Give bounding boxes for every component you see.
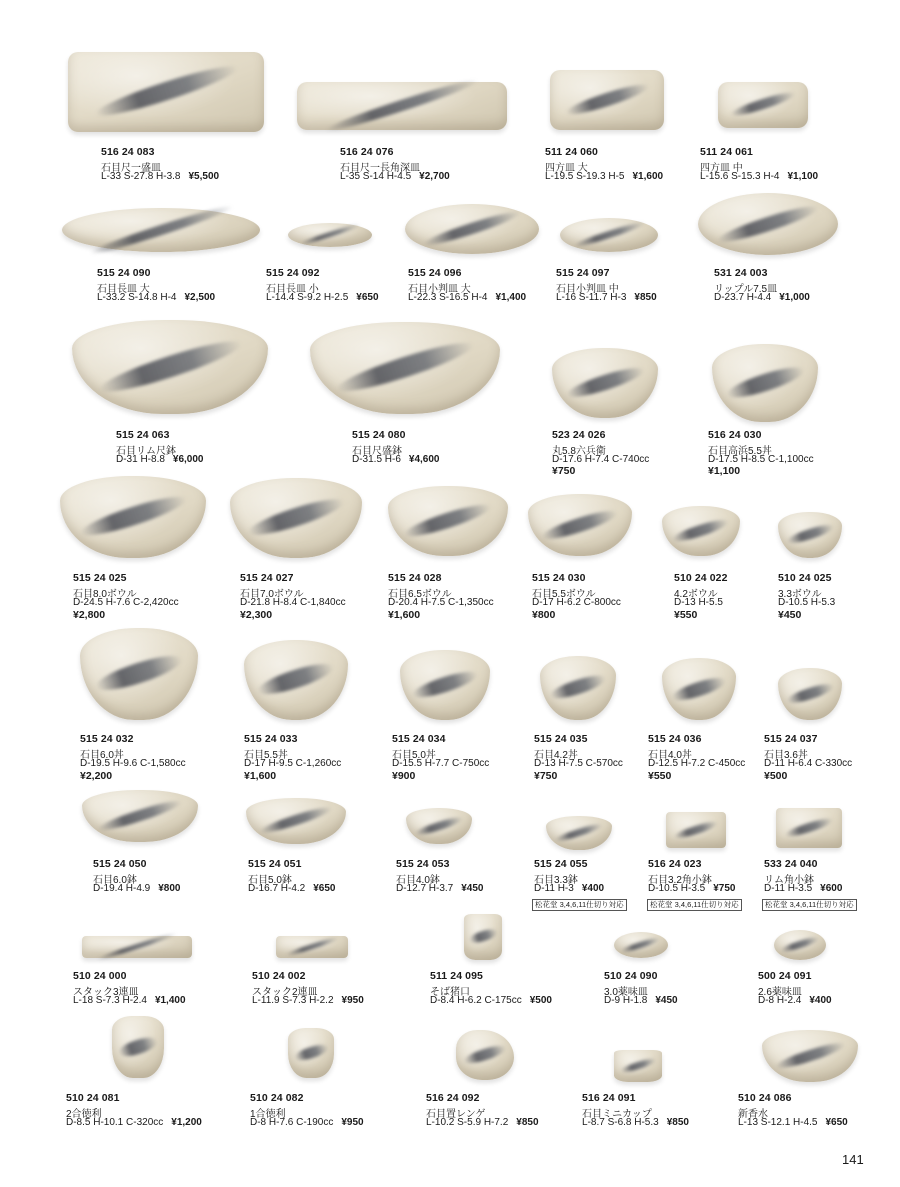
product-image xyxy=(778,512,842,558)
product-price: ¥650 xyxy=(313,883,336,894)
product-code: 511 24 095 xyxy=(430,970,483,982)
product-spec: D-17 H-6.2 C-800cc xyxy=(532,597,621,608)
product-name: スタック2連皿 xyxy=(252,987,318,998)
product-spec: D-13 H-5.5 xyxy=(674,597,723,608)
product-code: 516 24 083 xyxy=(101,146,155,158)
product-image xyxy=(762,1030,858,1082)
product-code: 500 24 091 xyxy=(758,970,812,982)
product-name: 石目6.0丼 xyxy=(80,750,124,761)
product-code: 510 24 086 xyxy=(738,1092,792,1104)
product-code: 515 24 034 xyxy=(392,733,446,745)
product-price: ¥750 xyxy=(534,770,558,782)
spec-text: D-8 H-7.6 C-190cc xyxy=(250,1117,334,1128)
product-name: 石目小判皿 大 xyxy=(408,284,471,295)
product-spec xyxy=(430,995,552,1006)
product-price: ¥600 xyxy=(820,883,843,894)
product-code: 510 24 025 xyxy=(778,572,832,584)
product-code: 515 24 063 xyxy=(116,429,170,441)
product-image xyxy=(776,808,842,848)
product-code: 515 24 090 xyxy=(97,267,151,279)
product-image xyxy=(456,1030,514,1080)
product-price: ¥650 xyxy=(356,292,379,303)
product-code: 510 24 002 xyxy=(252,970,306,982)
spec-text: D-16.7 H-4.2 xyxy=(248,883,306,894)
product-spec xyxy=(266,292,379,303)
product-image xyxy=(614,1050,662,1082)
product-code: 515 24 050 xyxy=(93,858,147,870)
product-price: ¥850 xyxy=(516,1117,539,1128)
product-price: ¥800 xyxy=(158,883,181,894)
product-price: ¥1,400 xyxy=(495,292,527,303)
product-code: 516 24 076 xyxy=(340,146,394,158)
product-code: 516 24 030 xyxy=(708,429,762,441)
product-code: 516 24 092 xyxy=(426,1092,480,1104)
product-image xyxy=(80,628,198,720)
product-image xyxy=(712,344,818,422)
product-name: 石目7.0ボウル xyxy=(240,589,304,600)
product-image xyxy=(388,486,508,556)
product-spec xyxy=(582,1117,689,1128)
product-image xyxy=(244,640,348,720)
product-code: 515 24 055 xyxy=(534,858,588,870)
spec-text: D-12.7 H-3.7 xyxy=(396,883,454,894)
product-name: 石目4.0丼 xyxy=(648,750,692,761)
product-image xyxy=(778,668,842,720)
product-name: 2合徳利 xyxy=(66,1109,102,1120)
product-price: ¥1,200 xyxy=(171,1117,202,1128)
spec-text: D-11 H-3.5 xyxy=(764,883,813,894)
product-spec: D-11 H-6.4 C-330cc xyxy=(764,758,853,769)
spec-text: L-15.6 S-15.3 H-4 xyxy=(700,171,780,182)
product-image xyxy=(406,808,472,844)
product-spec xyxy=(648,883,736,894)
spec-text: D-23.7 H-4.4 xyxy=(714,292,772,303)
product-price: ¥1,000 xyxy=(779,292,810,303)
product-name: 石目3.3鉢 xyxy=(534,875,578,886)
product-spec xyxy=(250,1117,364,1128)
compatibility-note: 松花堂 3,4,6,11仕切り対応 xyxy=(532,899,627,911)
product-image xyxy=(614,932,668,958)
product-spec xyxy=(714,292,810,303)
product-name: 石目5.5ボウル xyxy=(532,589,596,600)
product-price: ¥750 xyxy=(552,465,576,477)
product-price: ¥1,600 xyxy=(244,770,277,782)
spec-text: L-33.2 S-14.8 H-4 xyxy=(97,292,177,303)
product-name: 4.2ボウル xyxy=(674,589,718,600)
product-image xyxy=(540,656,616,720)
product-code: 515 24 027 xyxy=(240,572,294,584)
product-image xyxy=(552,348,658,418)
product-name: リップル7.5皿 xyxy=(714,284,778,295)
spec-text: D-31.5 H-6 xyxy=(352,454,401,465)
product-price: ¥450 xyxy=(461,883,484,894)
product-code: 515 24 032 xyxy=(80,733,134,745)
product-spec: D-24.5 H-7.6 C-2,420cc xyxy=(73,597,179,608)
product-image xyxy=(400,650,490,720)
product-price: ¥400 xyxy=(809,995,832,1006)
product-name: 石目6.0鉢 xyxy=(93,875,137,886)
product-image xyxy=(662,506,740,556)
product-code: 531 24 003 xyxy=(714,267,768,279)
product-spec: D-20.4 H-7.5 C-1,350cc xyxy=(388,597,494,608)
product-spec xyxy=(758,995,832,1006)
product-spec xyxy=(101,171,219,182)
product-image xyxy=(560,218,658,252)
product-image xyxy=(550,70,664,130)
spec-text: D-19.4 H-4.9 xyxy=(93,883,151,894)
product-code: 510 24 000 xyxy=(73,970,127,982)
product-name: 石目3.2角小鉢 xyxy=(648,875,712,886)
product-name: 石目小判皿 中 xyxy=(556,284,619,295)
product-code: 523 24 026 xyxy=(552,429,606,441)
product-image xyxy=(464,914,502,960)
product-spec xyxy=(248,883,336,894)
product-code: 515 24 036 xyxy=(648,733,702,745)
product-code: 515 24 097 xyxy=(556,267,610,279)
product-spec: D-17 H-9.5 C-1,260cc xyxy=(244,758,342,769)
product-name: 石目4.0鉢 xyxy=(396,875,440,886)
product-name: 石目高浜5.5丼 xyxy=(708,446,772,457)
product-spec xyxy=(66,1117,202,1128)
product-spec xyxy=(340,171,450,182)
spec-text: L-14.4 S-9.2 H-2.5 xyxy=(266,292,349,303)
product-spec: D-19.5 H-9.6 C-1,580cc xyxy=(80,758,186,769)
spec-text: L-22.3 S-16.5 H-4 xyxy=(408,292,488,303)
product-image xyxy=(82,936,192,958)
product-name: 石目尺一盛皿 xyxy=(101,163,161,174)
product-spec xyxy=(97,292,215,303)
product-spec xyxy=(93,883,181,894)
spec-text: D-11 H-3 xyxy=(534,883,574,894)
product-name: 石目5.5丼 xyxy=(244,750,288,761)
product-price: ¥1,600 xyxy=(632,171,664,182)
product-spec: D-10.5 H-5.3 xyxy=(778,597,836,608)
spec-text: D-8 H-2.4 xyxy=(758,995,802,1006)
product-image xyxy=(718,82,808,128)
product-code: 515 24 096 xyxy=(408,267,462,279)
product-price: ¥1,100 xyxy=(708,465,741,477)
product-price: ¥850 xyxy=(634,292,657,303)
product-image xyxy=(62,208,260,252)
product-code: 516 24 023 xyxy=(648,858,702,870)
product-code: 515 24 033 xyxy=(244,733,298,745)
product-name: リム角小鉢 xyxy=(764,875,814,886)
product-name: 石目5.0丼 xyxy=(392,750,436,761)
product-name: 石目リム尺鉢 xyxy=(116,446,176,457)
product-image xyxy=(774,930,826,960)
product-name: 1合徳利 xyxy=(250,1109,286,1120)
product-code: 510 24 082 xyxy=(250,1092,304,1104)
product-price: ¥500 xyxy=(529,995,552,1006)
product-code: 510 24 090 xyxy=(604,970,658,982)
product-image xyxy=(68,52,264,132)
spec-text: L-11.9 S-7.3 H-2.2 xyxy=(252,995,334,1006)
product-price: ¥950 xyxy=(341,995,364,1006)
product-image xyxy=(698,193,838,255)
product-name: 四方皿 中 xyxy=(700,163,743,174)
spec-text: L-19.5 S-19.3 H-5 xyxy=(545,171,625,182)
product-image xyxy=(528,494,632,556)
product-name: 石目5.0鉢 xyxy=(248,875,292,886)
spec-text: D-9 H-1.8 xyxy=(604,995,648,1006)
product-name: 石目長皿 小 xyxy=(266,284,319,295)
spec-text: L-18 S-7.3 H-2.4 xyxy=(73,995,147,1006)
product-code: 515 24 035 xyxy=(534,733,588,745)
product-spec: D-15.5 H-7.7 C-750cc xyxy=(392,758,490,769)
product-name: 新香水 xyxy=(738,1109,768,1120)
product-price: ¥450 xyxy=(655,995,678,1006)
product-spec: D-13 H-7.5 C-570cc xyxy=(534,758,623,769)
product-image xyxy=(546,816,612,850)
product-name: 石目尺盛鉢 xyxy=(352,446,402,457)
spec-text: D-10.5 H-3.5 xyxy=(648,883,706,894)
product-name: 四方皿 大 xyxy=(545,163,588,174)
product-name: スタック3連皿 xyxy=(73,987,139,998)
product-spec: D-12.5 H-7.2 C-450cc xyxy=(648,758,746,769)
product-code: 510 24 081 xyxy=(66,1092,120,1104)
product-price: ¥800 xyxy=(532,609,556,621)
spec-text: D-8.5 H-10.1 C-320cc xyxy=(66,1117,164,1128)
product-spec xyxy=(73,995,186,1006)
product-price: ¥400 xyxy=(581,883,605,894)
product-name: 3.3ボウル xyxy=(778,589,822,600)
product-price: ¥500 xyxy=(764,770,788,782)
product-price: ¥900 xyxy=(392,770,416,782)
product-name: 石目長皿 大 xyxy=(97,284,150,295)
product-code: 515 24 053 xyxy=(396,858,450,870)
product-spec xyxy=(545,171,663,182)
product-code: 510 24 022 xyxy=(674,572,728,584)
product-image xyxy=(288,223,372,247)
product-code: 515 24 080 xyxy=(352,429,406,441)
spec-text: L-8.7 S-6.8 H-5.3 xyxy=(582,1117,659,1128)
spec-text: L-10.2 S-5.9 H-7.2 xyxy=(426,1117,509,1128)
product-price: ¥550 xyxy=(674,609,698,621)
product-spec xyxy=(352,454,440,465)
product-price: ¥2,800 xyxy=(73,609,106,621)
product-image xyxy=(230,478,362,558)
product-spec xyxy=(426,1117,539,1128)
product-spec: D-17.5 H-8.5 C-1,100cc xyxy=(708,454,814,465)
product-spec xyxy=(534,883,604,894)
product-name: 3.0薬味皿 xyxy=(604,987,648,998)
product-name: 石目8.0ボウル xyxy=(73,589,137,600)
product-image xyxy=(405,204,539,254)
product-image xyxy=(246,798,346,844)
product-spec xyxy=(764,883,842,894)
product-image xyxy=(288,1028,334,1078)
product-code: 515 24 030 xyxy=(532,572,586,584)
product-name: 2.6薬味皿 xyxy=(758,987,802,998)
compatibility-note: 松花堂 3,4,6,11仕切り対応 xyxy=(762,899,857,911)
spec-text: L-13 S-12.1 H-4.5 xyxy=(738,1117,818,1128)
product-image xyxy=(662,658,736,720)
product-image xyxy=(82,790,198,842)
product-image xyxy=(297,82,507,130)
product-image xyxy=(310,322,500,414)
product-price: ¥6,000 xyxy=(172,454,204,465)
product-name: そば猪口 xyxy=(430,987,470,998)
compatibility-note: 松花堂 3,4,6,11仕切り対応 xyxy=(647,899,742,911)
spec-text: L-16 S-11.7 H-3 xyxy=(556,292,627,303)
product-price: ¥2,300 xyxy=(240,609,273,621)
page-number: 141 xyxy=(842,1152,864,1167)
product-code: 515 24 051 xyxy=(248,858,302,870)
product-spec xyxy=(408,292,526,303)
product-name: 石目置レンゲ xyxy=(426,1109,486,1120)
spec-text: D-8.4 H-6.2 C-175cc xyxy=(430,995,522,1006)
product-spec: D-17.6 H-7.4 C-740cc xyxy=(552,454,650,465)
product-price: ¥2,200 xyxy=(80,770,113,782)
product-code: 511 24 061 xyxy=(700,146,753,158)
product-image xyxy=(666,812,726,848)
product-code: 533 24 040 xyxy=(764,858,818,870)
product-image xyxy=(112,1016,164,1078)
product-price: ¥1,400 xyxy=(154,995,186,1006)
product-price: ¥550 xyxy=(648,770,672,782)
product-price: ¥850 xyxy=(666,1117,689,1128)
product-name: 石目3.6丼 xyxy=(764,750,808,761)
product-price: ¥750 xyxy=(713,883,736,894)
product-name: 石目6.5ボウル xyxy=(388,589,452,600)
product-image xyxy=(60,476,206,558)
product-spec: D-21.8 H-8.4 C-1,840cc xyxy=(240,597,346,608)
product-spec xyxy=(396,883,484,894)
product-price: ¥4,600 xyxy=(408,454,440,465)
product-spec xyxy=(738,1117,848,1128)
product-price: ¥5,500 xyxy=(188,171,220,182)
spec-text: D-31 H-8.8 xyxy=(116,454,165,465)
product-name: 丸5.8六兵衛 xyxy=(552,446,606,457)
product-price: ¥650 xyxy=(825,1117,848,1128)
product-code: 515 24 037 xyxy=(764,733,818,745)
product-price: ¥2,700 xyxy=(419,171,450,182)
spec-text: L-33 S-27.8 H-3.8 xyxy=(101,171,181,182)
product-price: ¥1,600 xyxy=(388,609,421,621)
product-code: 511 24 060 xyxy=(545,146,598,158)
product-image xyxy=(72,320,268,414)
product-spec xyxy=(604,995,678,1006)
product-image xyxy=(276,936,348,958)
spec-text: L-35 S-14 H-4.5 xyxy=(340,171,412,182)
product-price: ¥950 xyxy=(341,1117,364,1128)
product-code: 515 24 025 xyxy=(73,572,127,584)
product-price: ¥1,100 xyxy=(787,171,819,182)
product-spec xyxy=(252,995,364,1006)
product-code: 516 24 091 xyxy=(582,1092,636,1104)
product-code: 515 24 092 xyxy=(266,267,320,279)
product-price: ¥450 xyxy=(778,609,802,621)
product-spec xyxy=(116,454,204,465)
product-spec xyxy=(556,292,657,303)
product-code: 515 24 028 xyxy=(388,572,442,584)
product-name: 石目尺一長角深皿 xyxy=(340,163,420,174)
product-spec xyxy=(700,171,818,182)
product-price: ¥2,500 xyxy=(184,292,216,303)
product-name: 石目4.2丼 xyxy=(534,750,578,761)
product-name: 石目ミニカップ xyxy=(582,1109,652,1120)
